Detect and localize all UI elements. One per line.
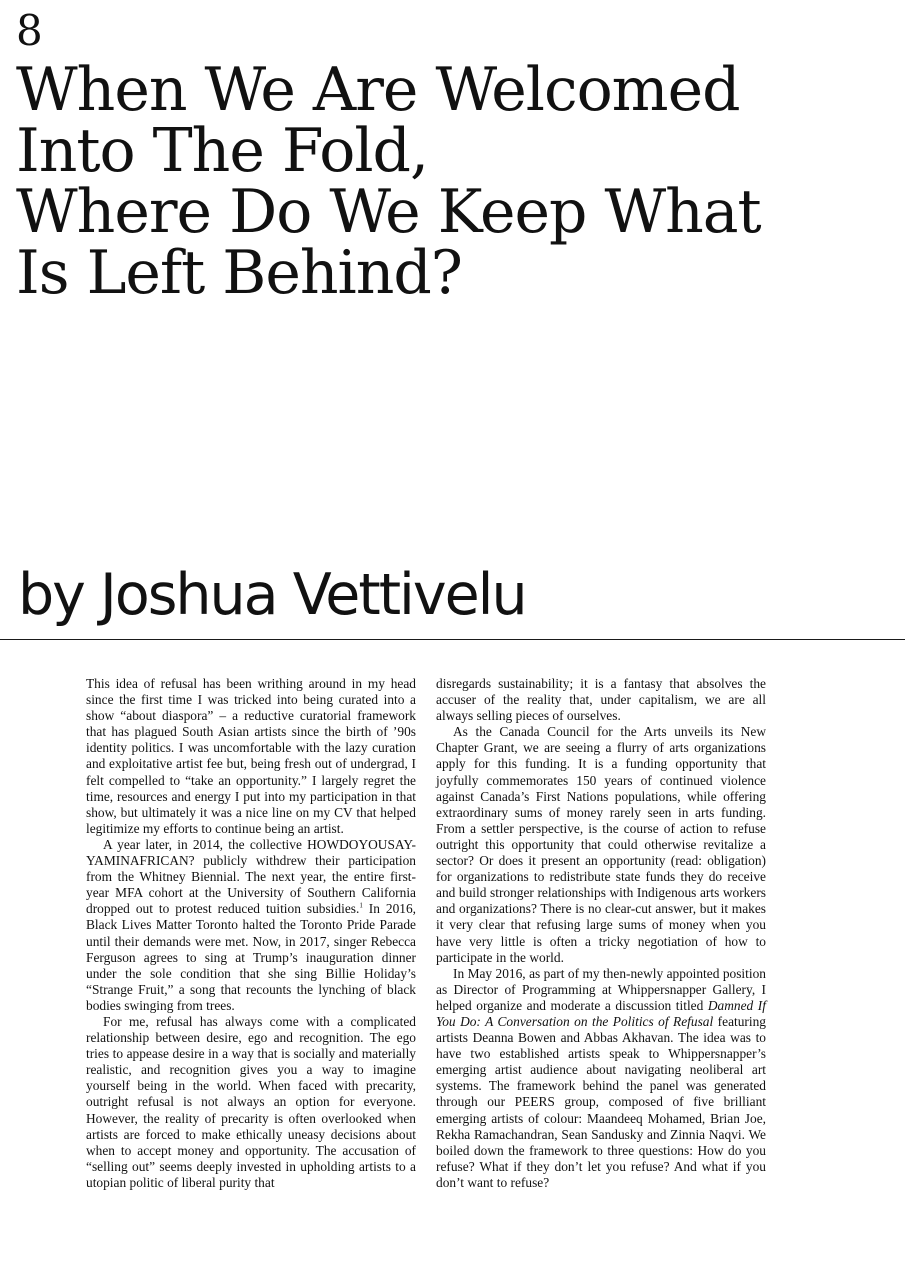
paragraph: As the Canada Council for the Arts unveils its New Chapter Grant, we are seeing a flurry of arts organizations apply for this funding. It is a funding opportunity that joyfully commemorates 150 years of continued violence against Canada’s First Nations populations, while offering extraordinary sums of money rarely seen in arts funding. From a settler perspective, is the course of action to refuse outright this opportunity that could otherwise revitalize a sector? Or does it present an opportunity (read: obligation) for organizations to redistribute state funds they do receive and build stronger relationships with Indigenous arts workers and organizations? There is no clear-cut answer, but it makes it very clear that refusing large sums of money when you have very little is often a tricky negotiation of how to participate in the world. [436, 724, 766, 965]
body-column-left [86, 676, 416, 1191]
paragraph-text: featuring artists Deanna Bowen and Abbas Akhavan. The idea was to have two established artists speak to Whippersnapper’s emerging artist audience about navigating neoliberal art systems. The framework behind the panel was generated through our PEERS group, composed of five brilliant emerging artists of colour: Maandeeq Mohamed, Brian Joe, Rekha Ramachandran, Sean Sandusky and Zinnia Naqvi. We boiled down the framework to three questions: How do you refuse? What if they don’t let you refuse? And what if you don’t want to refuse? [436, 1013, 766, 1190]
author-byline: by Joshua Vettivelu [18, 562, 526, 628]
paragraph: disregards sustainability; it is a fantasy that absolves the accuser of the reality that, under capitalism, we are all always selling pieces of ourselves. [436, 676, 766, 724]
paragraph: This idea of refusal has been writhing around in my head since the first time I was tricked into being curated into a show “about diaspora” – a reductive curatorial framework that has plagued South Asian artists since the birth of ’90s identity politics. I was uncomfortable with the lazy curation and exploitative artist fee but, being fresh out of undergrad, I felt compelled to “take an opportunity.” I largely regret the time, resources and energy I put into my participation in that show, but ultimately it was a nice line on my CV that helped legitimize my efforts to continue being an artist. [86, 676, 416, 836]
paragraph: For me, refusal has always come with a complicated relationship between desire, ego and recognition. The ego tries to appease desire in a way that is socially and materially realistic, and recognition gives you a way to imagine yourself being in the world. When faced with precarity, outright refusal is not always an option for everyone. However, the reality of precarity is often overlooked when artists are forced to make ethically uneasy decisions about when to accept money and opportunity. The accusation of “selling out” seems deeply invested in upholding artists to a utopian politic of liberal purity that [86, 1013, 416, 1190]
title-line: Into The Fold, [16, 116, 429, 186]
title-line: Is Left Behind? [16, 238, 462, 308]
paragraph-text: In May 2016, as part of my then-newly appointed position as Director of Programming at Whippersnapper Gallery, I helped organize and moderate a discussion titled [436, 965, 766, 1013]
event-title: Damned If You Do: A Conversation on the Politics of Refusal [436, 997, 766, 1029]
page-number: 8 [16, 6, 43, 55]
divider [0, 639, 905, 640]
article-title [16, 55, 896, 308]
paragraph [436, 966, 766, 1191]
title-line: When We Are Welcomed [16, 55, 740, 125]
footnote-marker[interactable]: 1 [359, 901, 363, 910]
paragraph [86, 837, 416, 1014]
paragraph-text: A year later, in 2014, the collective HOWDOYOUSAY-YAMINAFRICAN? publicly withdrew their participation from the Whitney Biennial. The next year, the entire first-year MFA cohort at the University of Southern California dropped out to protest reduced tuition subsidies. [86, 836, 416, 917]
body-column-right [436, 676, 766, 1191]
paragraph-text: In 2016, Black Lives Matter Toronto halted the Toronto Pride Parade until their demands were met. Now, in 2017, singer Rebecca Ferguson agrees to sing at Trump’s inauguration dinner under the sole condition that she sing Billie Holiday’s “Strange Fruit,” a song that recounts the lynching of black bodies swinging from trees. [86, 901, 417, 1013]
title-line: Where Do We Keep What [16, 177, 761, 247]
